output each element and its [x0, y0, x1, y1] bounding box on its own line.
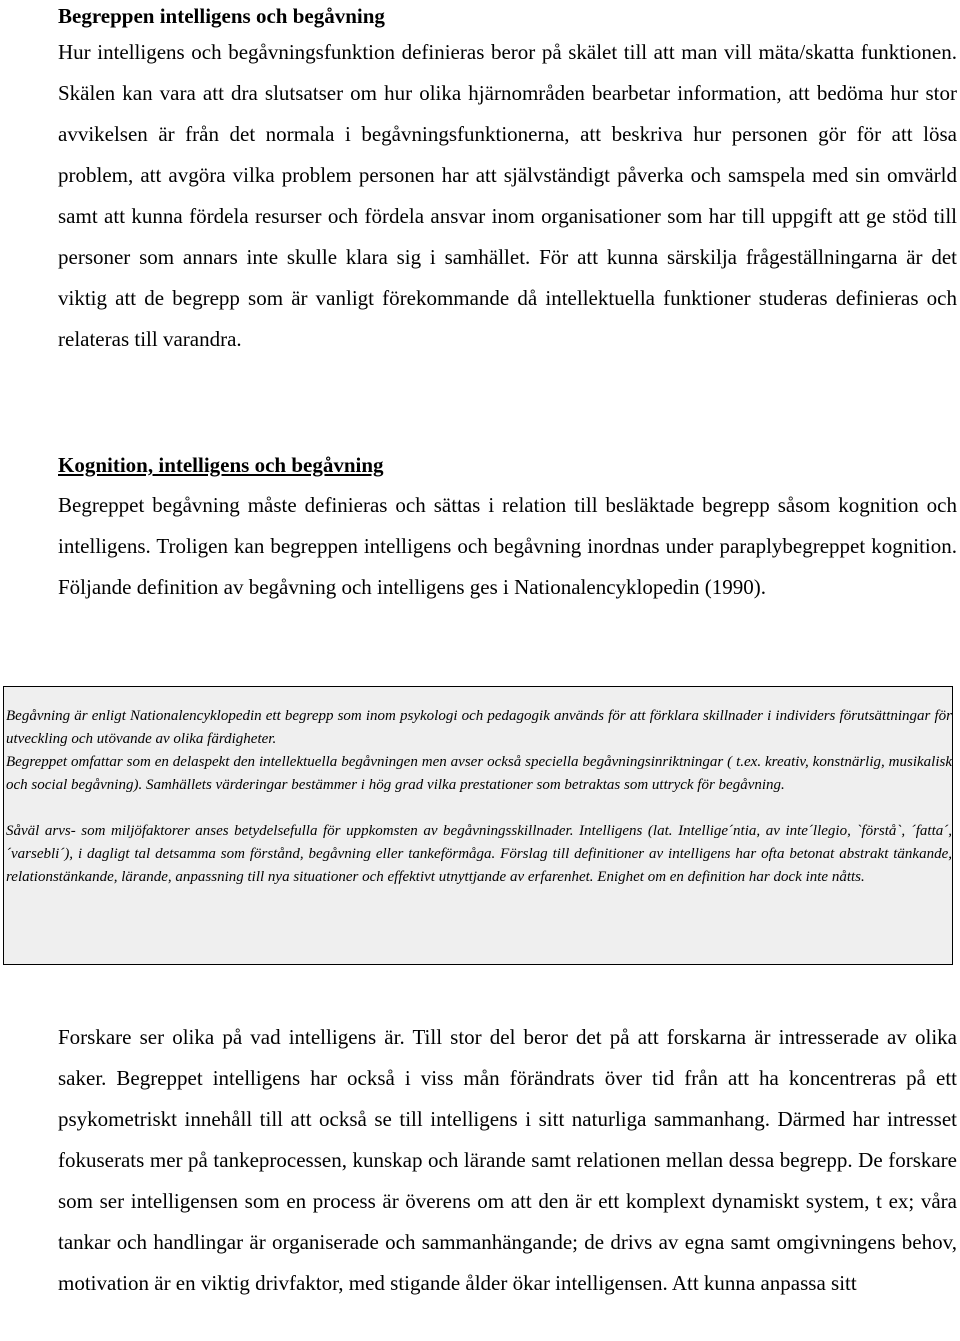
section-heading: Begreppen intelligens och begåvning: [58, 4, 385, 28]
quote-paragraph-2: Begreppet omfattar som en delaspekt den intellektuella begåvningen men avser också speciella begåvningsinriktningar ( t.ex. kreativ, konstnärlig, musikalisk och social begåvning). Samhällets värderingar bestämmer i hög grad vilka prestationer som betraktas som uttryck för begåvning.: [6, 754, 952, 793]
subsection-heading: Kognition, intelligens och begåvning: [58, 453, 384, 477]
quote-paragraph-3: Såväl arvs- som miljöfaktorer anses betydelsefulla för uppkomsten av begåvningsskillnader. Intelligens (lat. Intellige´ntia, av inte´llegio, `förstå`, ´fatta´, ´varsebli´), i dagligt tal detsamma som förstånd, begåvning eller tankeförmåga. Förslag till definitioner av intelligens har ofta betonat abstrakt tänkande, relationstänkande, lärande, anpassning till nya situationer och effektivt utnyttjande av erfarenhet. Enighet om en definition har dock inte nåtts.: [6, 823, 952, 885]
paragraph-intro: Hur intelligens och begåvningsfunktion definieras beror på skälet till att man vill mäta/skatta funktionen. Skälen kan vara att dra slutsatser om hur olika hjärnområden bearbetar information, att bedöma hur stor avvikelsen är från det normala i begåvningsfunktionerna, att beskriva hur personen gör för att lösa problem, att avgöra vilka problem personen har att självständigt påverka och samspela med sin omvärld samt att kunna fördela resurser och fördela ansvar inom organisationer som har till uppgift att ge stöd till personer som annars inte skulle klara sig i samhället. För att kunna särskilja frågeställningarna är det viktig att de begrepp som är vanligt förekommande då intellektuella funktioner studeras definieras och relateras till varandra.: [58, 40, 957, 351]
quote-paragraph-1: Begåvning är enligt Nationalencyklopedin ett begrepp som inom psykologi och pedagogik används för att förklara skillnader i individers förutsättningar för utveckling och utövande av olika färdigheter.: [6, 708, 952, 747]
paragraph-researchers: Forskare ser olika på vad intelligens är. Till stor del beror det på att forskarna är intresserade av olika saker. Begreppet intelligens har också i viss mån förändrats över tid från att ha koncentreras på ett psykometriskt innehåll till att också se till intelligens i sitt naturliga sammanhang. Därmed har intresset fokuserats mer på tankeprocessen, kunskap och lärande samt relationen mellan dessa begrepp. De forskare som ser intelligensen som en process är överens om att den är ett komplext dynamiskt system, t ex; våra tankar och handlingar är organiserade och sammanhängande; de drivs av egna samt omgivningens behov, motivation är en viktig drivfaktor, med stigande ålder ökar intelligensen. Att kunna anpassa sitt: [58, 1025, 957, 1295]
quote-spacer: [6, 797, 952, 820]
paragraph-definition-intro: Begreppet begåvning måste definieras och sättas i relation till besläktade begrepp såsom kognition och intelligens. Troligen kan begreppen intelligens och begåvning inordnas under paraplybegreppet kognition. Följande definition av begåvning och intelligens ges i Nationalencyklopedin (1990).: [58, 493, 957, 599]
quote-box: [3, 686, 953, 965]
